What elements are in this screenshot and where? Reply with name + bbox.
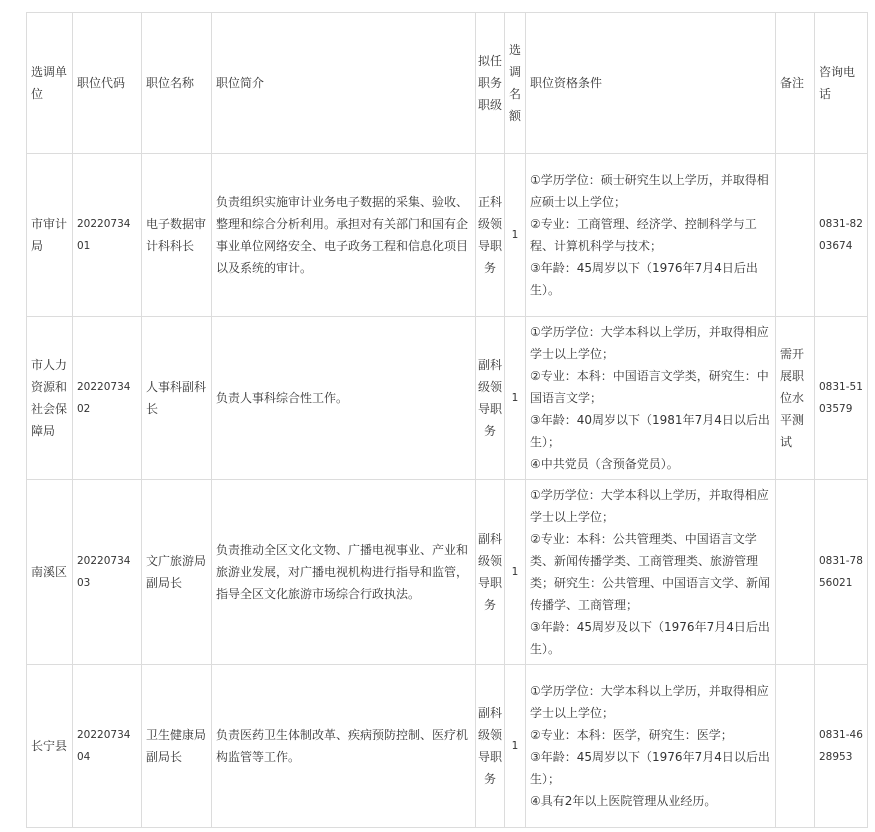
cell-post: 正科级领导职务 xyxy=(476,154,505,317)
cond-item: ②专业：本科：中国语言文学类，研究生：中国语言文学； xyxy=(530,369,769,405)
cell-cond xyxy=(526,665,776,828)
table-row xyxy=(27,154,868,317)
cell-name: 人事科副科长 xyxy=(142,317,212,480)
cond-item: ①学历学位：大学本科以上学历，并取得相应学士以上学位； xyxy=(530,325,769,361)
cell-note xyxy=(776,665,815,828)
cell-intro: 负责医药卫生体制改革、疾病预防控制、医疗机构监管等工作。 xyxy=(212,665,476,828)
cond-item: ①学历学位：大学本科以上学历，并取得相应学士以上学位； xyxy=(530,488,769,524)
cond-item: ①学历学位：硕士研究生以上学历，并取得相应硕士以上学位； xyxy=(530,173,769,209)
cell-quota: 1 xyxy=(505,154,526,317)
cond-item: ①学历学位：大学本科以上学历，并取得相应学士以上学位； xyxy=(530,684,769,720)
cond-item: ③年龄：45周岁以下（1976年7月4日以后出生）； xyxy=(530,750,770,786)
cell-note xyxy=(776,480,815,665)
table-row xyxy=(27,480,868,665)
cell-cond xyxy=(526,480,776,665)
header-note: 备注 xyxy=(776,13,815,154)
cell-post: 副科级领导职务 xyxy=(476,317,505,480)
cell-code: 2022073402 xyxy=(73,317,142,480)
job-table xyxy=(26,12,868,828)
cell-phone: 0831-5103579 xyxy=(815,317,868,480)
cell-quota: 1 xyxy=(505,665,526,828)
cell-name: 电子数据审计科科长 xyxy=(142,154,212,317)
job-table-container xyxy=(26,12,868,828)
cell-cond xyxy=(526,317,776,480)
cell-code: 2022073401 xyxy=(73,154,142,317)
cell-phone: 0831-7856021 xyxy=(815,480,868,665)
cell-unit: 南溪区 xyxy=(27,480,73,665)
cell-unit: 市人力资源和社会保障局 xyxy=(27,317,73,480)
cell-note: 需开展职位水平测试 xyxy=(776,317,815,480)
cond-item: ③年龄：45周岁以下（1976年7月4日后出生）。 xyxy=(530,261,758,297)
header-unit: 选调单位 xyxy=(27,13,73,154)
cell-phone: 0831-4628953 xyxy=(815,665,868,828)
cell-unit: 长宁县 xyxy=(27,665,73,828)
header-code: 职位代码 xyxy=(73,13,142,154)
cell-name: 文广旅游局副局长 xyxy=(142,480,212,665)
cell-quota: 1 xyxy=(505,480,526,665)
cond-item: ④中共党员（含预备党员）。 xyxy=(530,457,679,471)
cell-quota: 1 xyxy=(505,317,526,480)
cell-code: 2022073404 xyxy=(73,665,142,828)
cell-code: 2022073403 xyxy=(73,480,142,665)
cond-item: ②专业：工商管理、经济学、控制科学与工程、计算机科学与技术； xyxy=(530,217,757,253)
cell-unit: 市审计局 xyxy=(27,154,73,317)
cell-phone: 0831-8203674 xyxy=(815,154,868,317)
table-row xyxy=(27,665,868,828)
cell-intro: 负责组织实施审计业务电子数据的采集、验收、整理和综合分析利用。承担对有关部门和国有企事业单位网络安全、电子政务工程和信息化项目以及系统的审计。 xyxy=(212,154,476,317)
header-cond: 职位资格条件 xyxy=(526,13,776,154)
cell-post: 副科级领导职务 xyxy=(476,665,505,828)
header-intro: 职位简介 xyxy=(212,13,476,154)
cell-intro: 负责人事科综合性工作。 xyxy=(212,317,476,480)
cond-item: ④具有2年以上医院管理从业经历。 xyxy=(530,794,717,808)
cell-note xyxy=(776,154,815,317)
cond-item: ②专业：本科：医学，研究生：医学； xyxy=(530,728,733,742)
table-row xyxy=(27,317,868,480)
cond-item: ②专业：本科：公共管理类、中国语言文学类、新闻传播学类、工商管理类、旅游管理类；研究生：公共管理、中国语言文学、新闻传播学、工商管理； xyxy=(530,532,771,612)
cond-item: ③年龄：40周岁以下（1981年7月4日以后出生）； xyxy=(530,413,770,449)
cell-cond xyxy=(526,154,776,317)
cond-item: ③年龄：45周岁及以下（1976年7月4日后出生）。 xyxy=(530,620,770,656)
header-phone: 咨询电话 xyxy=(815,13,868,154)
cell-name: 卫生健康局副局长 xyxy=(142,665,212,828)
cell-intro: 负责推动全区文化文物、广播电视事业、产业和旅游业发展，对广播电视机构进行指导和监管，指导全区文化旅游市场综合行政执法。 xyxy=(212,480,476,665)
cell-post: 副科级领导职务 xyxy=(476,480,505,665)
header-post: 拟任职务职级 xyxy=(476,13,505,154)
header-name: 职位名称 xyxy=(142,13,212,154)
header-quota: 选调名额 xyxy=(505,13,526,154)
header-row xyxy=(27,13,868,154)
